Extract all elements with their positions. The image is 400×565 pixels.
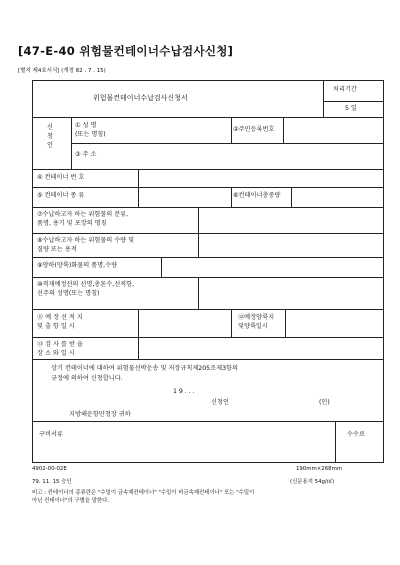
form-heading: 위험물컨테이너수납검사신청서 — [93, 94, 188, 102]
date-line: 1 9 . . . — [173, 388, 195, 395]
approval-date: 79. 11. 15 승인 — [32, 479, 72, 485]
form-number: 4902-00-02E — [32, 466, 67, 472]
addressee: 지방해운항만청장 귀하 — [69, 411, 131, 418]
paper-spec: (신문용지 54g/㎡) — [290, 479, 335, 485]
field-discharge-port-label: ⑫예정양륙지 및양륙일시 — [238, 314, 275, 330]
field-address-label: ③ 주 소 — [75, 151, 97, 158]
field-unloaded-cargo-label: ⑨양하(양륙)화물의 품명,수량 — [37, 262, 118, 269]
processing-period-value: 5 일 — [345, 105, 357, 112]
field-inspection-place-label: ⑬ 검 사 를 받 을 장 소 와 일 시 — [37, 341, 83, 357]
application-form — [32, 80, 384, 463]
form-subtitle: [별지 제4호서식] (개정 82 . 7 . 15) — [18, 68, 106, 74]
declaration-text: 상기 컨테이너에 대하여 위험물선박운송 및 저장규칙제205조제3항의 규정에 의하여 신청합니다. — [51, 365, 238, 382]
field-loading-port-label: ⑪ 예 정 선 적 지 및 출 항 일 시 — [37, 314, 83, 330]
field-resident-number-label: ②주민등록번호 — [233, 126, 275, 133]
field-vessel-label: ⑩적재예정선의 선명,총톤수,선적항, 선주의 성명(또는 명칭) — [37, 281, 135, 297]
fee-label: 수수료 — [347, 431, 365, 438]
field-container-number-label: ④ 컨테이너 번 호 — [37, 174, 85, 181]
field-quantity-label: ⑧수납하고자 하는 위험물의 수량 및 질량 또는 용적 — [37, 237, 135, 253]
field-name-label: ① 성 명 (또는 명칭) — [75, 122, 106, 138]
field-gross-weight-label: ⑥컨테이너총중량 — [233, 192, 281, 199]
form-title: [47-E-40 위험물컨테이너수납검사신청] — [18, 44, 234, 58]
field-container-type-label: ⑤ 컨테이너 종 류 — [37, 192, 85, 199]
applicant-signature-label: 신청인 — [211, 399, 229, 406]
field-cargo-class-label: ⑦수납하고자 하는 위험물의 분류, 품명, 용기 및 포장의 명칭 — [37, 211, 129, 227]
seal-mark: (인) — [319, 399, 330, 406]
footnote: 비고 : 컨테이너의 종류란은 "수밀이 금속제컨테이너" "수밀이 비금속제컨테이너" 또는 "수밀이 아닌 컨테이너"의 구별을 말한다. — [32, 490, 255, 504]
applicant-label: 신 청 인 — [47, 124, 53, 149]
paper-size: 190mm×268mm — [296, 466, 343, 472]
processing-period-label: 처리기간 — [333, 86, 357, 93]
required-documents-label: 구비서류 — [39, 431, 63, 438]
